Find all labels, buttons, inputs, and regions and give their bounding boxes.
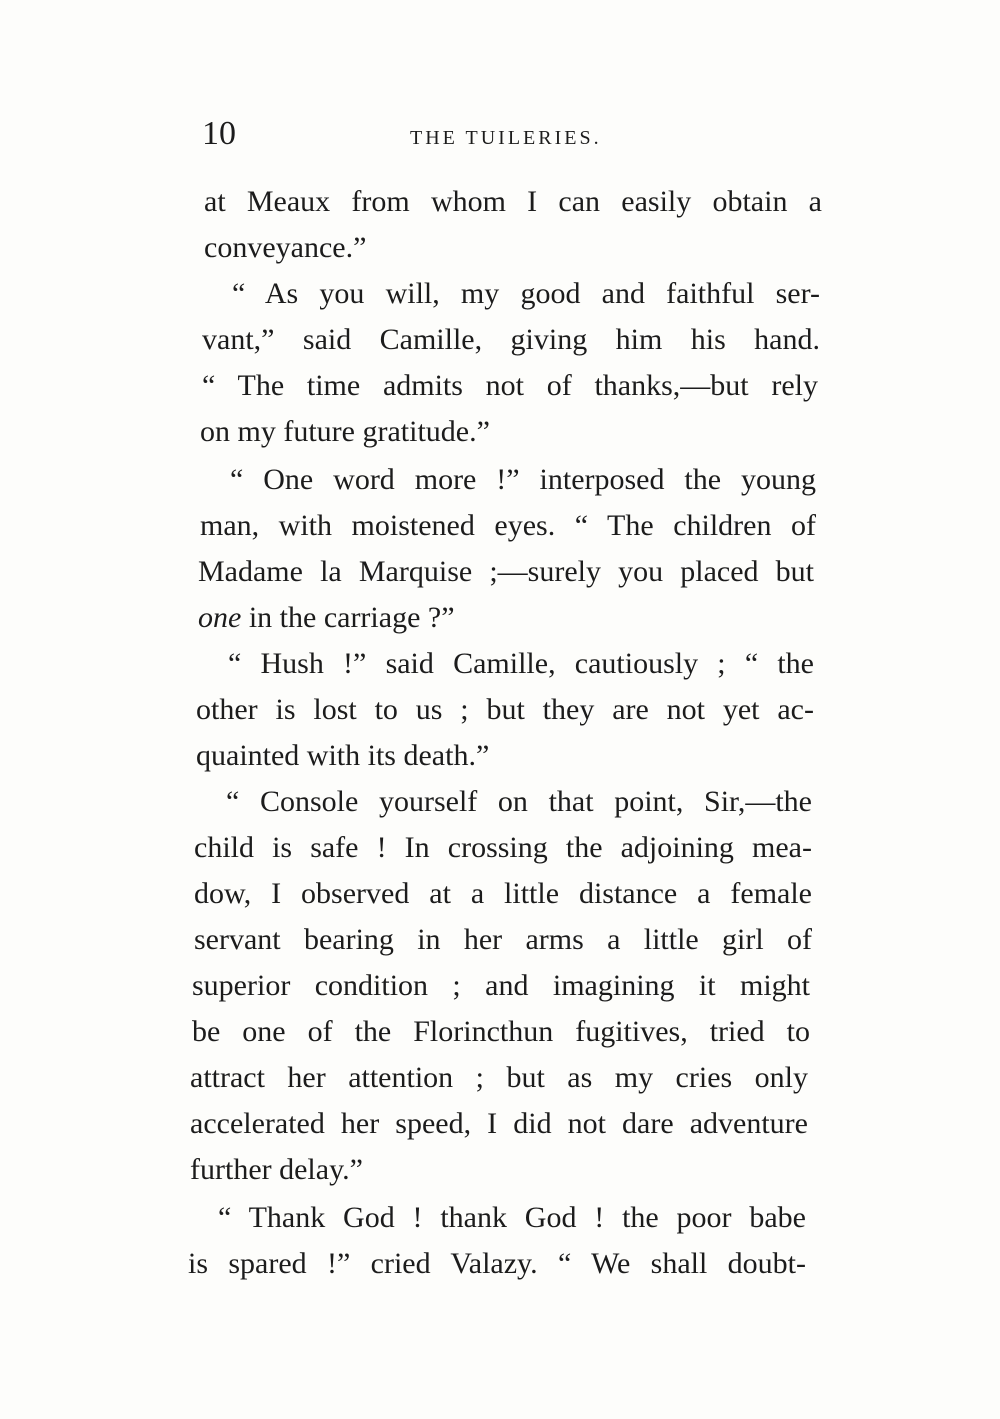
text-line: be one of the Florincthun fugitives, tried to [192,1015,810,1048]
text-line: servant bearing in her arms a little girl of [194,923,812,956]
text-line: is spared !” cried Valazy. “ We shall doubt- [188,1247,806,1280]
text-line: vant,” said Camille, giving him his hand. [202,323,820,356]
text-line: attract her attention ; but as my cries only [190,1061,808,1094]
page-header [202,112,822,156]
text-line: child is safe ! In crossing the adjoining mea- [194,831,812,864]
text-line: Madame la Marquise ;—surely you placed but [198,555,814,588]
text-line: on my future gratitude.” [200,415,490,448]
text-line: superior condition ; and imagining it might [192,969,810,1002]
text-line: “ As you will, my good and faithful ser- [232,277,820,310]
page-number: 10 [202,115,236,152]
text-line: “ Console yourself on that point, Sir,—the [226,785,812,818]
text-line: quainted with its death.” [196,739,490,772]
text-line: dow, I observed at a little distance a female [194,877,812,910]
running-title: THE TUILERIES. [410,127,602,149]
line-text: in the carriage ?” [241,601,455,634]
text-line: “ Hush !” said Camille, cautiously ; “ the [228,647,814,680]
text-line: man, with moistened eyes. “ The children of [200,509,816,542]
emphasis: one [198,601,242,634]
text-line: further delay.” [190,1153,363,1186]
text-line: “ The time admits not of thanks,—but rely [202,369,818,402]
text-line [198,598,814,638]
text-line: “ Thank God ! thank God ! the poor babe [218,1201,806,1234]
text-line: accelerated her speed, I did not dare adventure [190,1107,808,1140]
text-line: at Meaux from whom I can easily obtain a [204,185,822,218]
text-line: “ One word more !” interposed the young [230,463,816,496]
text-line: other is lost to us ; but they are not yet ac- [196,693,814,726]
text-line: conveyance.” [204,231,367,264]
